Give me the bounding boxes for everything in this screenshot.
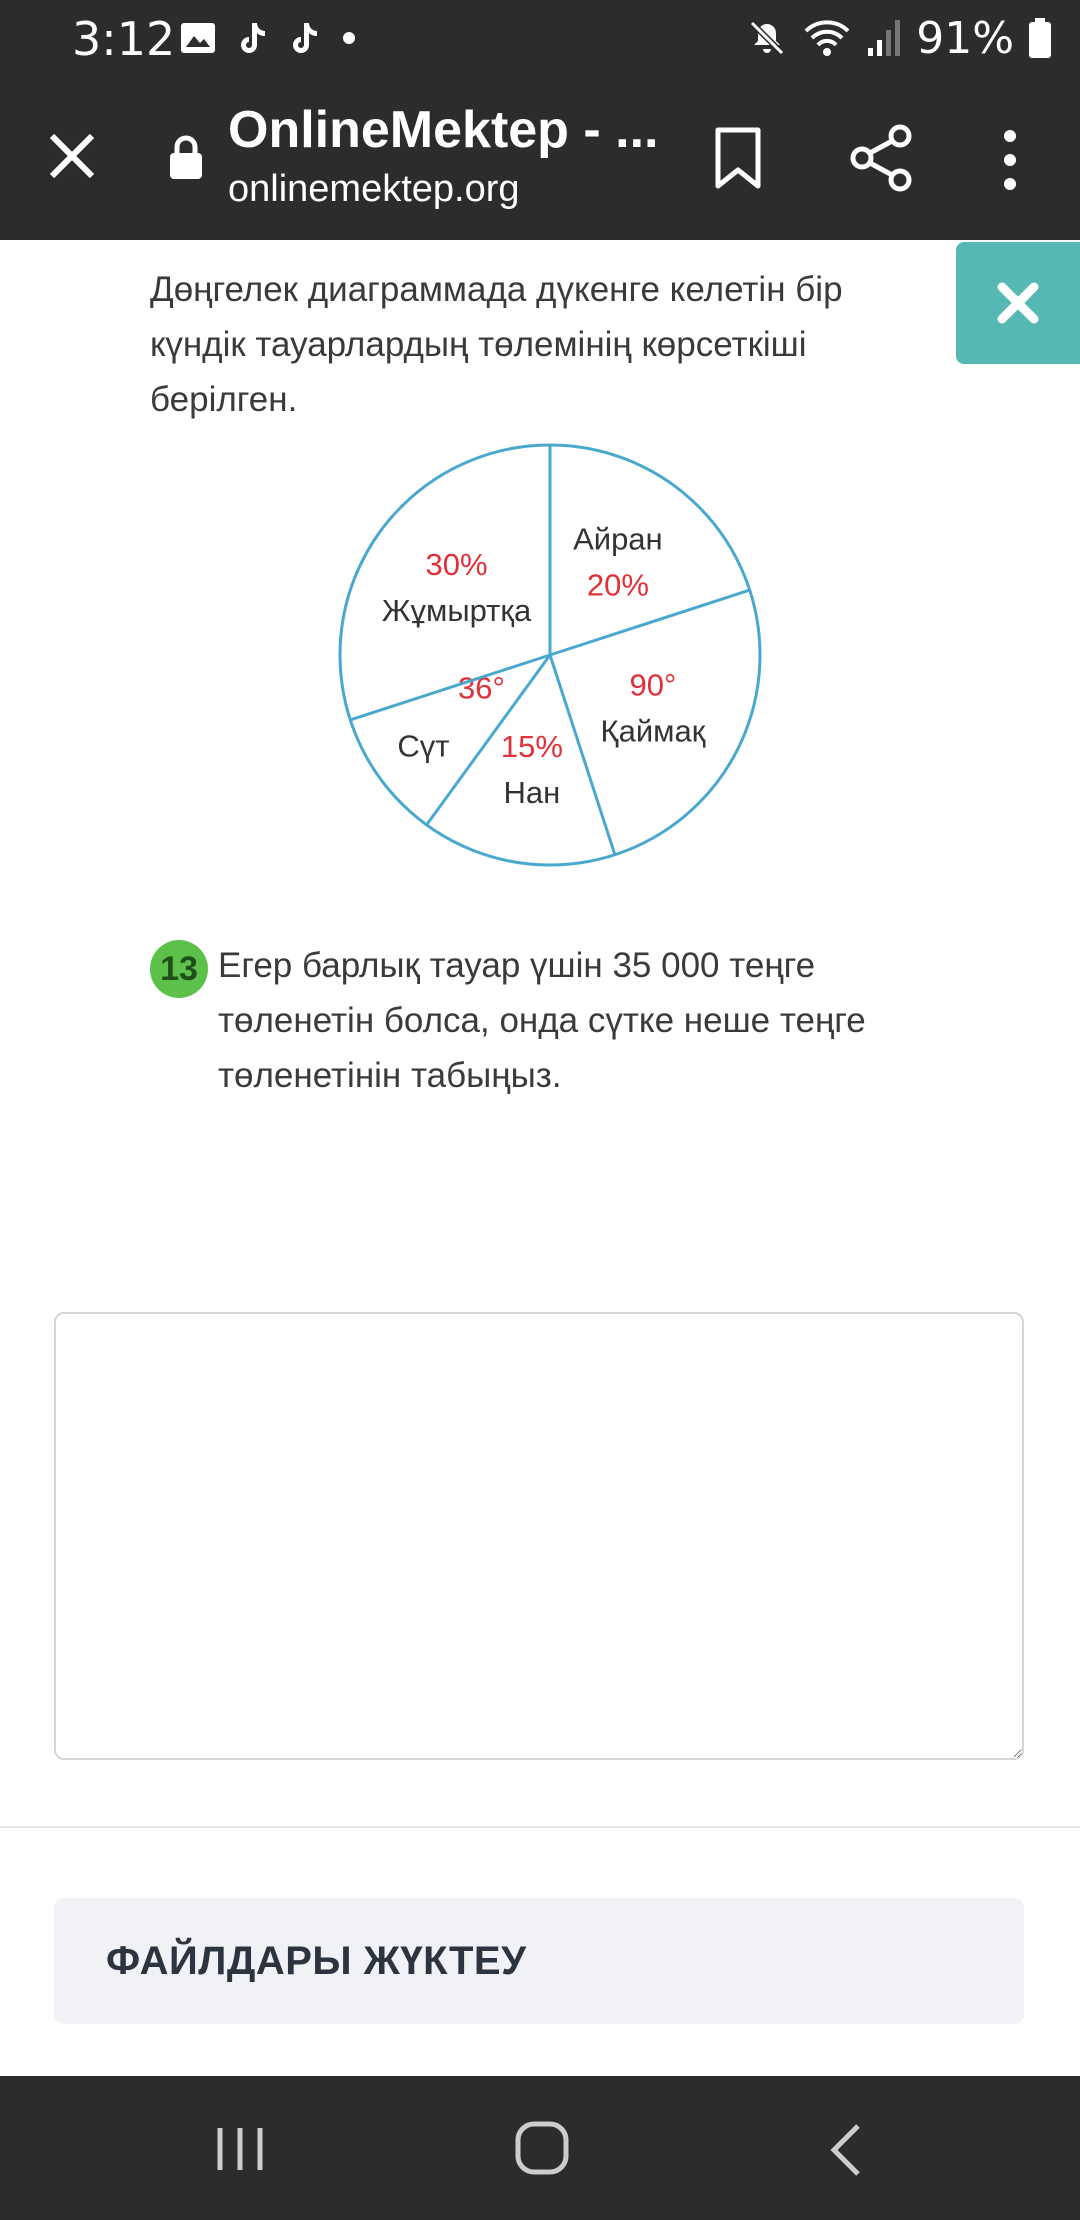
pie-value-label: 15% xyxy=(500,729,563,765)
bookmark-icon[interactable] xyxy=(712,126,764,190)
pie-value-label: 30% xyxy=(425,547,488,583)
question-number-badge: 13 xyxy=(150,940,208,998)
pie-value-label: 20% xyxy=(586,567,649,603)
pie-name-label: Қаймақ xyxy=(600,713,706,749)
answer-textarea[interactable] xyxy=(54,1312,1024,1760)
question-text xyxy=(218,938,978,1103)
close-tab-button[interactable] xyxy=(42,126,102,186)
image-icon xyxy=(180,22,216,54)
page-url[interactable]: onlinemektep.org xyxy=(228,168,520,210)
tiktok-icon xyxy=(290,21,320,55)
close-panel-button[interactable] xyxy=(956,242,1080,364)
home-icon[interactable] xyxy=(514,2120,570,2176)
pie-name-label: Сүт xyxy=(397,728,450,764)
tiktok-icon xyxy=(238,21,268,55)
more-options-icon[interactable] xyxy=(990,128,1030,192)
signal-icon xyxy=(866,18,902,58)
intro-line: күндік тауарлардың төлемінің көрсеткіші xyxy=(150,325,807,364)
status-bar xyxy=(0,0,1080,76)
upload-files-button[interactable]: ФАЙЛДАРЫ ЖҮКТЕУ xyxy=(54,1898,1024,2024)
lock-icon xyxy=(168,134,204,180)
browser-toolbar xyxy=(0,76,1080,240)
question-line: төленетін болса, онда сүтке неше теңге xyxy=(218,1001,866,1040)
page-title: OnlineMektep - ... xyxy=(228,101,659,159)
share-icon[interactable] xyxy=(850,124,914,192)
battery-icon xyxy=(1028,17,1052,59)
pie-value-label: 90° xyxy=(629,667,677,703)
system-nav-bar xyxy=(0,2076,1080,2220)
task-description xyxy=(150,262,940,427)
mute-icon xyxy=(746,17,788,59)
pie-name-label: Айран xyxy=(573,521,663,557)
divider xyxy=(0,1826,1080,1828)
wifi-icon xyxy=(802,17,852,59)
recent-apps-icon[interactable] xyxy=(212,2124,268,2174)
dot-icon xyxy=(342,31,356,45)
pie-chart-svg xyxy=(330,440,770,872)
pie-name-label: Жұмыртқа xyxy=(381,593,532,629)
pie-name-label: Нан xyxy=(503,775,561,811)
question-line: Егер барлық тауар үшін 35 000 теңге xyxy=(218,946,816,985)
back-icon[interactable] xyxy=(826,2122,866,2178)
intro-line: Дөңгелек диаграммада дүкенге келетін бір xyxy=(150,270,843,309)
pie-value-label: 36° xyxy=(458,670,505,706)
battery-percent: 91% xyxy=(916,12,1014,64)
intro-line: берілген. xyxy=(150,380,298,419)
question-line: төленетінін табыңыз. xyxy=(218,1056,562,1095)
pie-chart xyxy=(330,440,770,872)
status-time: 3:12 xyxy=(72,12,176,66)
close-icon xyxy=(994,279,1042,327)
